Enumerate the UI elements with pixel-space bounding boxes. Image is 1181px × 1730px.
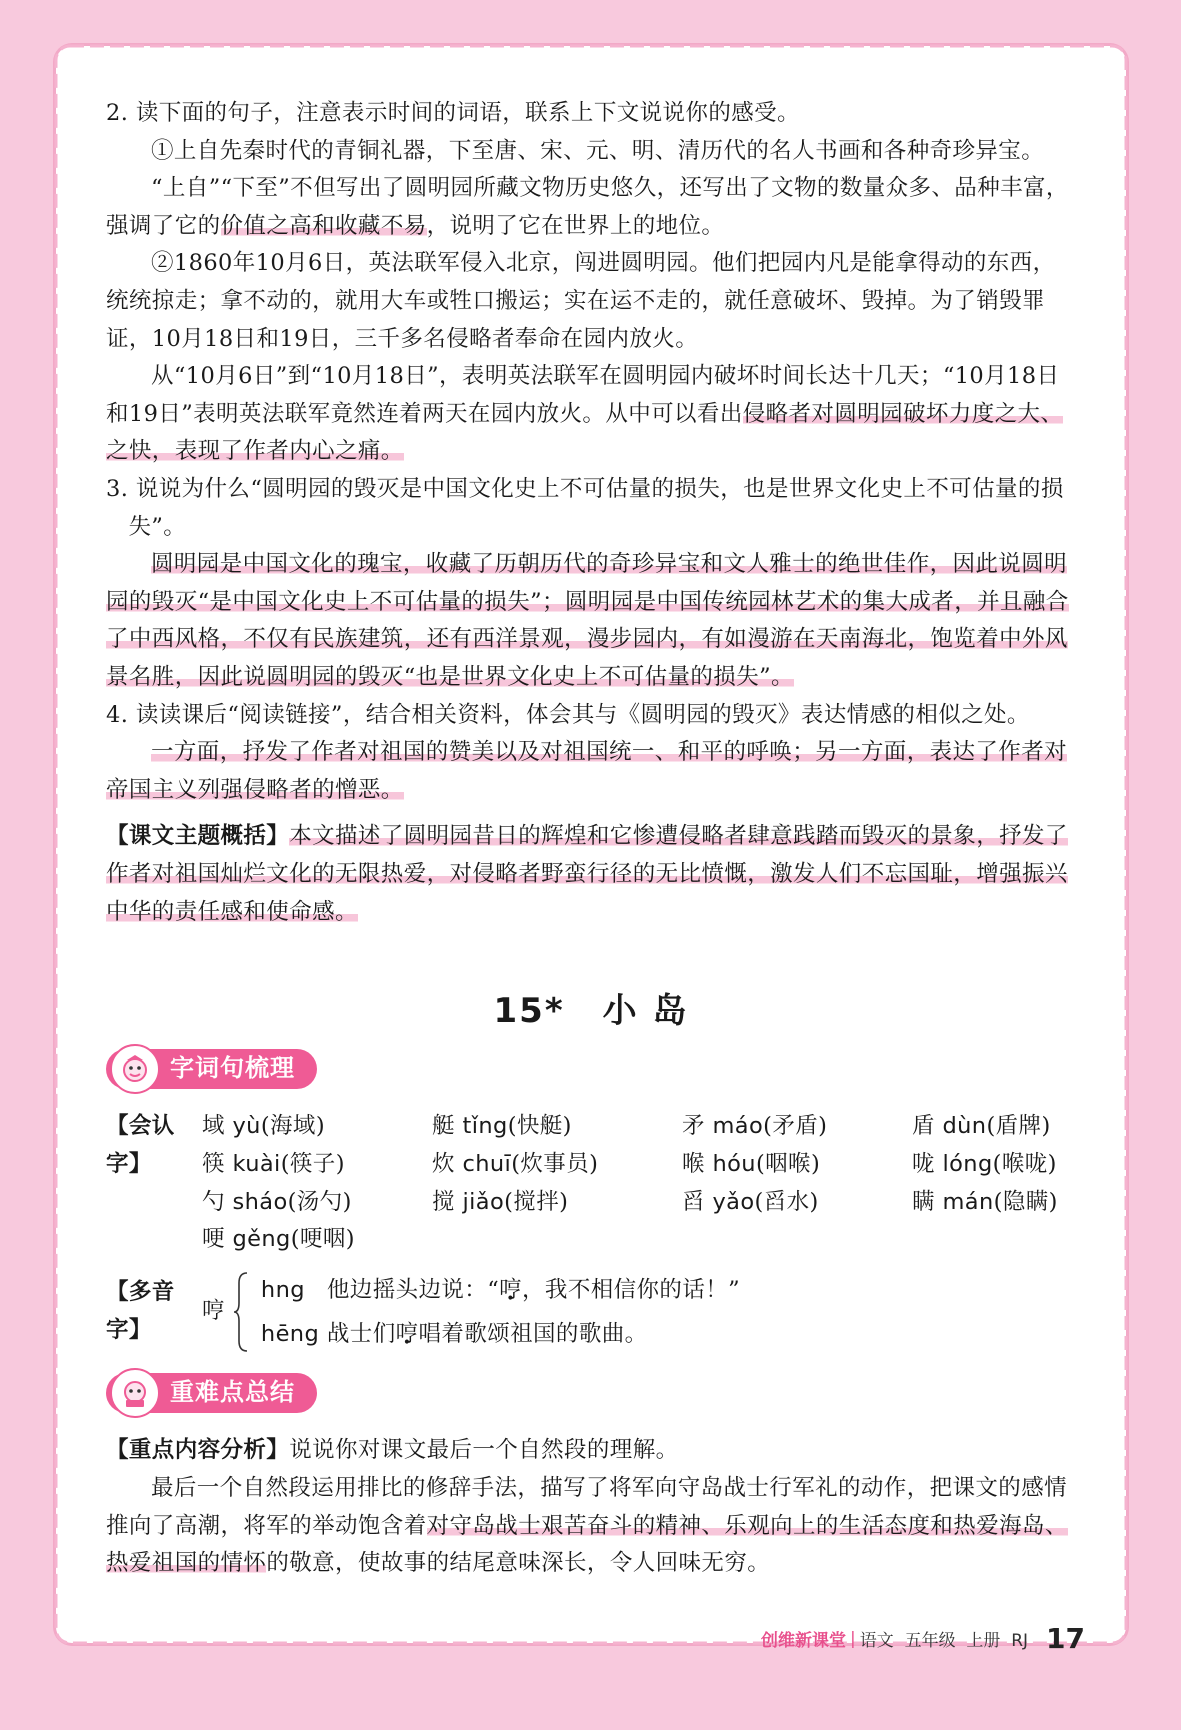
section-title: 重难点总结 — [170, 1378, 295, 1407]
section-badge-vocab — [106, 1049, 317, 1089]
polyphone-label: 【多音字】 — [106, 1279, 175, 1343]
polyphone-rows — [261, 1268, 740, 1356]
highlight: 侵略者对圆明园破坏力度之大、之快，表现了作者内心之痛。 — [106, 400, 1064, 465]
brace-icon — [233, 1271, 249, 1353]
char-item: 喉 hóu(咽喉) — [682, 1151, 821, 1178]
polyphone-row-2: hēng 战士们哼唱着歌颂祖国的歌曲。 — [260, 1320, 648, 1347]
char-item: 域 yù(海域) — [202, 1113, 326, 1140]
polyphone-row-1: hng 他边摇头边说：“哼，我不相信你的话！” — [260, 1276, 741, 1303]
char-item: 咙 lóng(喉咙) — [912, 1151, 1057, 1178]
analysis-answer: 最后一个自然段运用排比的修辞手法，描写了将军向守岛战士行军礼的动作，把课文的感情推向了高潮，将军的举动饱含着对守岛战士艰苦奋斗的精神、乐观向上的生活态度和热爱海岛、热爱祖国的情怀的敬意，使故事的结尾意味深长，令人回味无穷。 — [106, 1475, 1068, 1577]
lesson-name: 小 岛 — [602, 991, 689, 1032]
section-title: 字词句梳理 — [170, 1054, 295, 1083]
char-item: 盾 dùn(盾牌) — [912, 1113, 1051, 1140]
summary-label: 【课文主题概括】 — [106, 823, 290, 850]
highlight: 一方面，抒发了作者对祖国的赞美以及对祖国统一、和平的呼唤；另一方面，表达了作者对帝国主义列强侵略者的憎恶。 — [106, 739, 1068, 803]
page-footer: 创维新课堂 | 语文 五年级 上册 RJ 17 — [761, 1622, 1085, 1655]
question-4: 4. 读读课后“阅读链接”，结合相关资料，体会其与《圆明园的毁灭》表达情感的相似之处。 — [106, 701, 1030, 728]
char-item: 炊 chuī(炊事员) — [432, 1151, 599, 1178]
char-item: 艇 tǐng(快艇) — [432, 1113, 572, 1140]
char-grid — [202, 1108, 1112, 1258]
page-number: 17 — [1046, 1622, 1085, 1655]
theme-summary — [106, 817, 1076, 931]
page-content — [106, 95, 1076, 1583]
polyphone-char: 哼 — [202, 1298, 225, 1325]
recognize-chars — [106, 1108, 1076, 1258]
char-item: 矛 máo(矛盾) — [682, 1113, 828, 1140]
book-info: 语文 五年级 上册 RJ — [859, 1631, 1029, 1651]
char-item: 瞒 mán(隐瞒) — [912, 1188, 1058, 1215]
answer-2: 从“10月6日”到“10月18日”，表明英法联军在圆明园内破坏时间长达十几天；“10月18日和19日”表明英法联军竟然连着两天在园内放火。从中可以看出侵略者对圆明园破坏力度之大、之快，表现了作者内心之痛。 — [106, 363, 1064, 465]
answer-3 — [106, 546, 1076, 696]
mascot-icon — [110, 1044, 160, 1094]
highlight: 价值之高和收藏不易 — [220, 212, 427, 239]
answer-1: “上自”“下至”不但写出了圆明园所藏文物历史悠久，还写出了文物的数量众多、品种丰富，强调了它的价值之高和收藏不易，说明了它在世界上的地位。 — [106, 175, 1069, 239]
sentence-2: ②1860年10月6日，英法联军侵入北京，闯进圆明园。他们把园内凡是能拿得动的东西，统统掠走；拿不动的，就用大车或牲口搬运；实在运不走的，就任意破坏、毁掉。为了销毁罪证，10月18日和19日，三千多名侵略者奉命在园内放火。 — [106, 250, 1056, 352]
char-item: 舀 yǎo(舀水) — [682, 1188, 819, 1215]
analysis-label: 【重点内容分析】 — [106, 1437, 290, 1464]
lesson-number: 15* — [493, 991, 565, 1032]
highlight: 对守岛战士艰苦奋斗的精神、乐观向上的生活态度和热爱海岛、热爱祖国的情怀 — [106, 1512, 1068, 1577]
question-2: 2. 读下面的句子，注意表示时间的词语，联系上下文说说你的感受。 — [106, 100, 800, 126]
recognize-label: 【会认字】 — [106, 1113, 175, 1178]
highlight: 圆明园是中国文化的瑰宝，收藏了历朝历代的奇珍异宝和文人雅士的绝世佳作，因此说圆明园的毁灭“是中国文化史上不可估量的损失”；圆明园是中国传统园林艺术的集大成者，并且融合了中西风格，不仅有民族建筑，还有西洋景观，漫步园内，有如漫游在天南海北，饱览着中外风景名胜，因此说圆明园的毁灭“也是世界文化史上不可估量的损失”。 — [106, 551, 1069, 690]
question-3: 3. 说说为什么“圆明园的毁灭是中国文化史上不可估量的损失，也是世界文化史上不可估量的损失”。 — [106, 475, 1064, 540]
char-item: 哽 gěng(哽咽) — [202, 1226, 355, 1253]
answer-4 — [106, 734, 1076, 809]
analysis-question: 【重点内容分析】说说你对课文最后一个自然段的理解。 — [106, 1437, 679, 1464]
char-item: 搅 jiǎo(搅拌) — [432, 1188, 569, 1215]
highlight: 本文描述了圆明园昔日的辉煌和它惨遭侵略者肆意践踏而毁灭的景象，抒发了作者对祖国灿烂文化的无限热爱，对侵略者野蛮行径的无比愤慨，激发人们不忘国耻，增强振兴中华的责任感和使命感。 — [106, 823, 1068, 926]
sentence-1: ①上自先秦时代的青铜礼器，下至唐、宋、元、明、清历代的名人书画和各种奇珍异宝。 — [151, 137, 1045, 164]
char-item: 筷 kuài(筷子) — [202, 1151, 345, 1178]
mascot-icon — [110, 1368, 160, 1418]
section-badge-key-points — [106, 1373, 317, 1413]
brand-name: 创维新课堂 — [761, 1631, 847, 1651]
lesson-title — [106, 993, 1076, 1031]
char-item: 勺 sháo(汤勺) — [202, 1188, 352, 1215]
polyphone — [106, 1267, 1076, 1357]
